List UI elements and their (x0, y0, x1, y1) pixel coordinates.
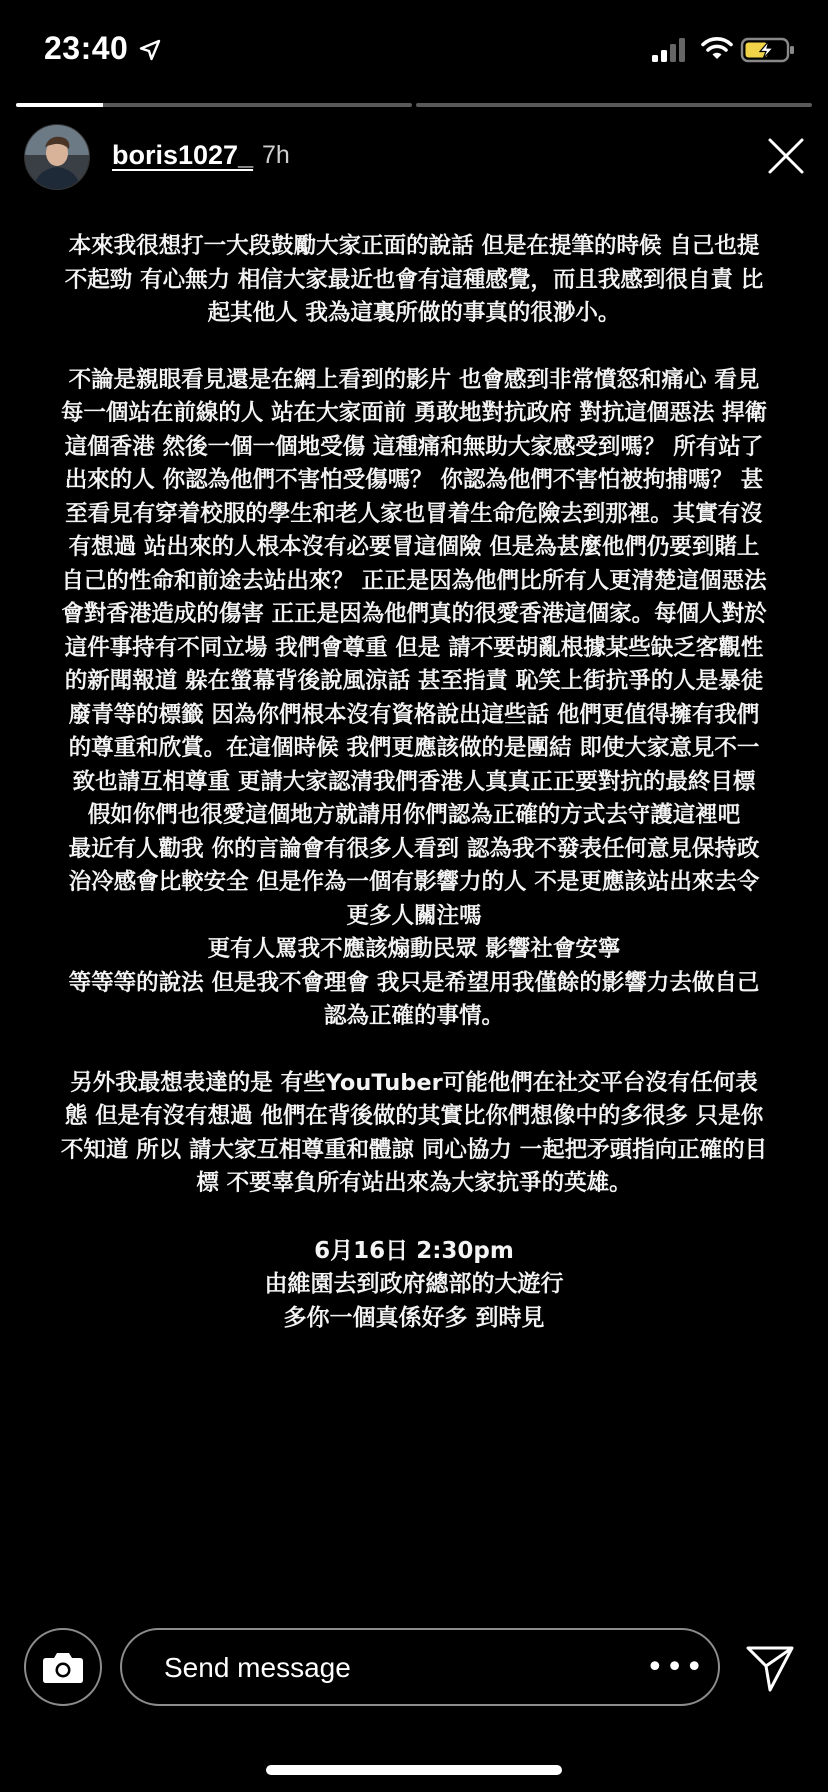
story-paragraph-2: 不論是親眼看見還是在網上看到的影片 也會感到非常憤怒和痛心 看見每一個站在前線的人 站在大家面前 勇敢地對抗政府 對抗這個惡法 捍衛這個香港 然後一個一個地受傷 這種痛和無助大家感受到嗎？ 所有站了出來的人 你認為他們不害怕受傷嗎？ 你認為他們不害怕被拘捕嗎？ 甚至看見有穿着校服的學生和老人家也冒着生命危險去到那裡。其實有沒有想過 站出來的人根本沒有必要冒這個險 但是為甚麼他們仍要到賭上自己的性命和前途去站出來？ 正正是因為他們比所有人更清楚這個惡法會對香港造成的傷害 正正是因為他們真的很愛香港這個家。每個人對於這件事持有不同立場 我們會尊重 但是 請不要胡亂根據某些缺乏客觀性的新聞報道 躲在螢幕背後說風涼話 甚至指責 恥笑上街抗爭的人是暴徒 廢青等的標籤 因為你們根本沒有資格說出這些話 他們更值得擁有我們的尊重和欣賞。在這個時候 我們更應該做的是團結 即使大家意見不一致也請互相尊重 更請大家認清我們香港人真真正正要對抗的最終目標 假如你們也很愛這個地方就請用你們認為正確的方式去守護這裡吧 (60, 366, 768, 828)
home-indicator (266, 1765, 562, 1775)
event-note: 多你一個真係好多 到時見 (283, 1304, 545, 1331)
event-date: 6月16日 2:30pm (314, 1237, 514, 1264)
story-progress-bar-1 (16, 103, 412, 107)
status-time: 23:40 (44, 30, 129, 66)
avatar[interactable] (24, 124, 90, 190)
send-icon[interactable] (742, 1640, 798, 1696)
send-message-input[interactable] (120, 1628, 720, 1706)
battery-charging-icon (740, 36, 796, 64)
more-options-icon[interactable]: ••• (646, 1650, 706, 1685)
story-paragraph-1: 本來我很想打一大段鼓勵大家正面的說話 但是在提筆的時候 自己也提不起勁 有心無力 相信大家最近也會有這種感覺，而且我感到很自責 比起其他人 我為這裏所做的事真的很渺小。 (64, 233, 764, 326)
story-paragraph-4: 更有人罵我不應該煽動民眾 影響社會安寧 (207, 936, 621, 962)
story-paragraph-6: 另外我最想表達的是 有些YouTuber可能他們在社交平台沒有任何表態 但是有沒有想過 他們在背後做的其實比你們想像中的多很多 只是你不知道 所以 請大家互相尊重和體諒 同心協力 一起把矛頭指向正確的目標 不要辜負所有站出來為大家抗爭的英雄。 (60, 1069, 768, 1196)
location-arrow-icon (138, 38, 162, 62)
story-paragraph-3: 最近有人勸我 你的言論會有很多人看到 認為我不發表任何意見保持政治冷感會比較安全 但是作為一個有影響力的人 不是更應該站出來去令更多人關注嗎 (68, 835, 760, 929)
event-info (60, 1235, 768, 1336)
story-age: 7h (262, 141, 290, 169)
camera-button[interactable] (24, 1628, 102, 1706)
close-icon[interactable] (766, 136, 806, 176)
camera-icon (26, 1630, 100, 1704)
avatar-image (25, 125, 89, 189)
story-text (60, 230, 768, 1335)
story-progress-fill-1 (16, 103, 103, 107)
send-message-placeholder: Send message (164, 1652, 351, 1683)
cell-signal-icon (650, 36, 690, 64)
username-link[interactable]: boris1027_ (112, 140, 254, 170)
wifi-icon (700, 34, 734, 62)
story-paragraph-5: 等等等的說法 但是我不會理會 我只是希望用我僅餘的影響力去做自己認為正確的事情。 (68, 969, 760, 1029)
story-progress-bar-2 (416, 103, 812, 107)
event-route: 由維園去到政府總部的大遊行 (264, 1271, 564, 1297)
status-bar (0, 0, 828, 100)
